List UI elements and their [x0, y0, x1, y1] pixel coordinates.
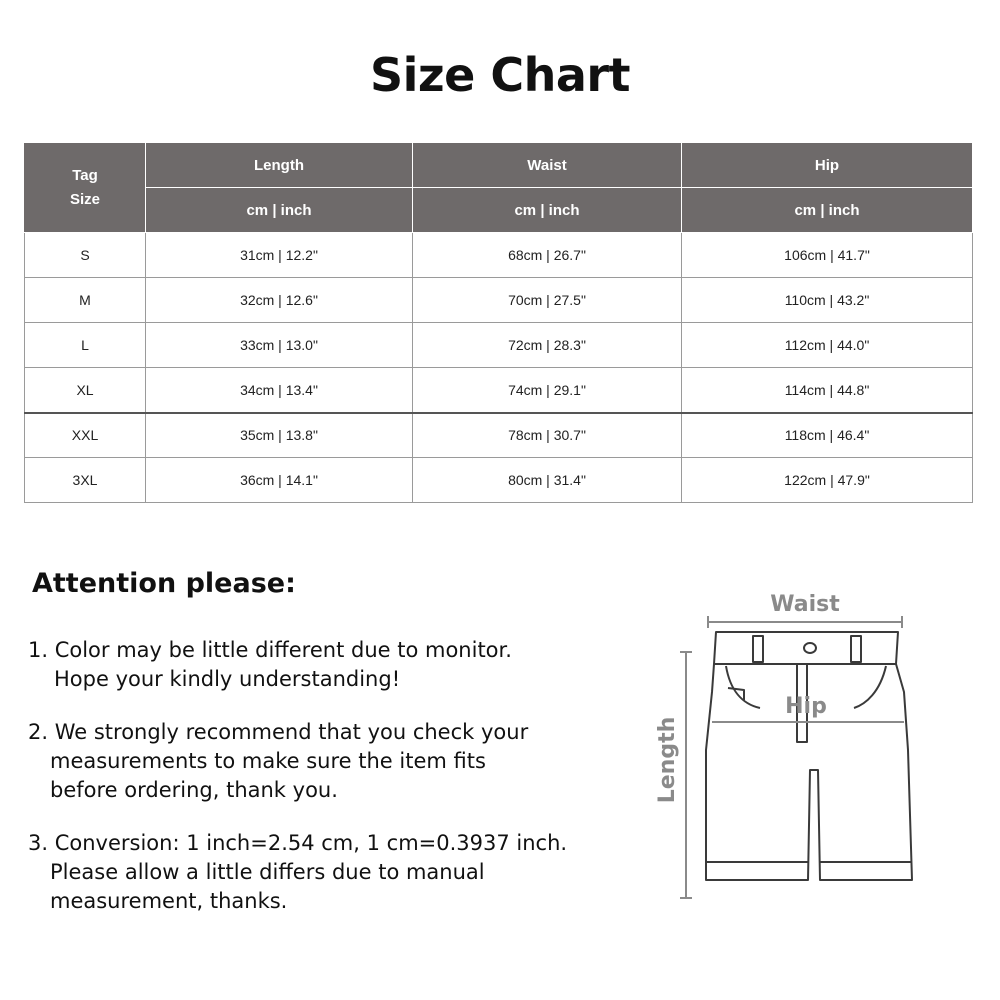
- size-cell: XL: [25, 368, 146, 413]
- note-line: measurement, thanks.: [50, 889, 288, 913]
- waist-cell: 80cm | 31.4": [413, 458, 682, 503]
- shorts-outline: [706, 632, 912, 880]
- size-cell: M: [25, 278, 146, 323]
- note-line: Hope your kindly understanding!: [54, 667, 401, 691]
- unit-header-waist: cm | inch: [413, 188, 682, 233]
- column-header-hip: Hip: [682, 143, 973, 188]
- unit-header-length: cm | inch: [146, 188, 413, 233]
- size-cell: S: [25, 233, 146, 278]
- hip-cell: 110cm | 43.2": [682, 278, 973, 323]
- note-line: Please allow a little differs due to manual: [50, 860, 485, 884]
- length-cell: 33cm | 13.0": [146, 323, 413, 368]
- waist-measure-line: [708, 616, 902, 628]
- table-row: [25, 458, 973, 503]
- size-cell: 3XL: [25, 458, 146, 503]
- size-table: [24, 142, 973, 503]
- waist-cell: 70cm | 27.5": [413, 278, 682, 323]
- note-line: before ordering, thank you.: [50, 778, 338, 802]
- size-cell: L: [25, 323, 146, 368]
- note-item: [28, 829, 608, 916]
- note-line: measurements to make sure the item fits: [50, 749, 486, 773]
- hip-cell: 106cm | 41.7": [682, 233, 973, 278]
- length-cell: 32cm | 12.6": [146, 278, 413, 323]
- tag-size-header-line1: Tag: [72, 166, 98, 184]
- tag-size-header-line2: Size: [69, 190, 100, 208]
- waist-label: Waist: [770, 592, 840, 617]
- length-cell: 36cm | 14.1": [146, 458, 413, 503]
- hip-cell: 122cm | 47.9": [682, 458, 973, 503]
- length-cell: 35cm | 13.8": [146, 413, 413, 458]
- waist-cell: 68cm | 26.7": [413, 233, 682, 278]
- size-cell: XXL: [25, 413, 146, 458]
- hip-cell: 118cm | 46.4": [682, 413, 973, 458]
- table-row: [25, 278, 973, 323]
- hip-label: Hip: [785, 694, 827, 719]
- attention-notes: [28, 636, 608, 940]
- note-line: 1. Color may be little different due to monitor.: [28, 638, 512, 662]
- column-header-waist: Waist: [413, 143, 682, 188]
- table-row: [25, 368, 973, 413]
- hip-cell: 114cm | 44.8": [682, 368, 973, 413]
- note-line: 2. We strongly recommend that you check your: [28, 720, 529, 744]
- table-row: [25, 233, 973, 278]
- page-title: Size Chart: [369, 48, 631, 102]
- note-line: 3. Conversion: 1 inch=2.54 cm, 1 cm=0.3937 inch.: [28, 831, 568, 855]
- note-item: [28, 636, 608, 694]
- length-cell: 34cm | 13.4": [146, 368, 413, 413]
- waist-cell: 72cm | 28.3": [413, 323, 682, 368]
- table-row: [25, 323, 973, 368]
- table-row: [25, 413, 973, 458]
- length-cell: 31cm | 12.2": [146, 233, 413, 278]
- attention-heading: Attention please:: [32, 568, 296, 599]
- waist-cell: 74cm | 29.1": [413, 368, 682, 413]
- shorts-measurement-diagram: [640, 580, 940, 920]
- unit-header-hip: cm | inch: [682, 188, 973, 233]
- length-measure-line: [680, 652, 692, 898]
- note-item: [28, 718, 608, 805]
- waist-cell: 78cm | 30.7": [413, 413, 682, 458]
- hip-cell: 112cm | 44.0": [682, 323, 973, 368]
- column-header-length: Length: [146, 143, 413, 188]
- length-label: Length: [655, 716, 680, 804]
- tag-size-header: [25, 143, 146, 233]
